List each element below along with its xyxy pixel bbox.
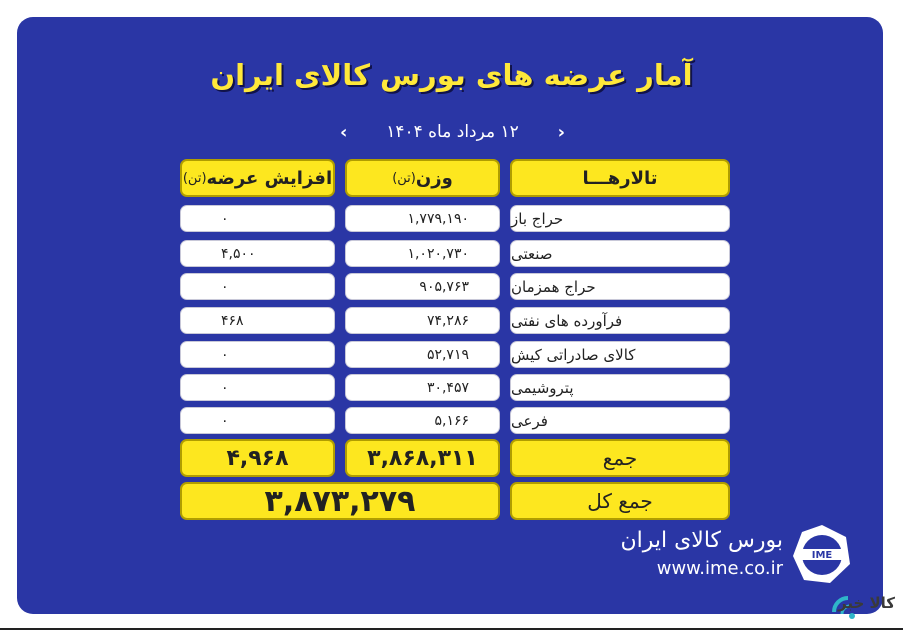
previous-date-arrow[interactable]: ‹ bbox=[340, 121, 348, 143]
row-label: حراج همزمان bbox=[510, 273, 730, 300]
row-increase: ۰ bbox=[180, 205, 335, 232]
row-increase: ۴,۵۰۰ bbox=[180, 240, 335, 267]
sum-label: جمع bbox=[510, 439, 730, 477]
header-increase-label: افزایش عرضه bbox=[206, 167, 333, 189]
header-weight-unit: (تن) bbox=[392, 170, 416, 186]
header-increase-unit: (تن) bbox=[182, 170, 207, 186]
row-increase: ۰ bbox=[180, 341, 335, 368]
row-label: فرعی bbox=[510, 407, 730, 434]
row-weight: ۳۰,۴۵۷ bbox=[345, 374, 500, 401]
row-label: صنعتی bbox=[510, 240, 730, 267]
report-date: ۱۲ مرداد ماه ۱۴۰۴ bbox=[386, 122, 519, 142]
header-increase bbox=[180, 159, 335, 197]
date-navigator bbox=[340, 118, 565, 146]
row-weight: ۹۰۵,۷۶۳ bbox=[345, 273, 500, 300]
grand-total-value: ۳,۸۷۳,۲۷۹ bbox=[180, 482, 500, 520]
row-increase: ۴۶۸ bbox=[180, 307, 335, 334]
footer-org-name: بورس کالای ایران bbox=[620, 528, 783, 553]
header-weight-label: وزن bbox=[415, 167, 453, 189]
row-increase: ۰ bbox=[180, 273, 335, 300]
next-date-arrow[interactable]: › bbox=[557, 121, 565, 143]
sum-increase: ۴,۹۶۸ bbox=[180, 439, 335, 477]
ime-logo-icon bbox=[790, 522, 854, 586]
footer-website-link[interactable]: www.ime.co.ir bbox=[656, 558, 783, 579]
row-label: حراج باز bbox=[510, 205, 730, 232]
row-weight: ۱,۷۷۹,۱۹۰ bbox=[345, 205, 500, 232]
row-label: پتروشیمی bbox=[510, 374, 730, 401]
logo-text: IME bbox=[811, 550, 833, 561]
bottom-border-line bbox=[0, 628, 903, 630]
row-weight: ۵,۱۶۶ bbox=[345, 407, 500, 434]
grand-total-label: جمع کل bbox=[510, 482, 730, 520]
sum-weight: ۳,۸۶۸,۳۱۱ bbox=[345, 439, 500, 477]
header-weight bbox=[345, 159, 500, 197]
watermark-text: کالا خبر bbox=[837, 594, 895, 612]
row-increase: ۰ bbox=[180, 407, 335, 434]
row-weight: ۷۴,۲۸۶ bbox=[345, 307, 500, 334]
row-label: فرآورده های نفتی bbox=[510, 307, 730, 334]
row-label: کالای صادراتی کیش bbox=[510, 341, 730, 368]
row-weight: ۵۲,۷۱۹ bbox=[345, 341, 500, 368]
header-halls bbox=[510, 159, 730, 197]
row-increase: ۰ bbox=[180, 374, 335, 401]
page-title: آمار عرضه های بورس کالای ایران bbox=[210, 58, 693, 92]
row-weight: ۱,۰۲۰,۷۳۰ bbox=[345, 240, 500, 267]
header-halls-label: تالارهـــا bbox=[582, 167, 658, 189]
